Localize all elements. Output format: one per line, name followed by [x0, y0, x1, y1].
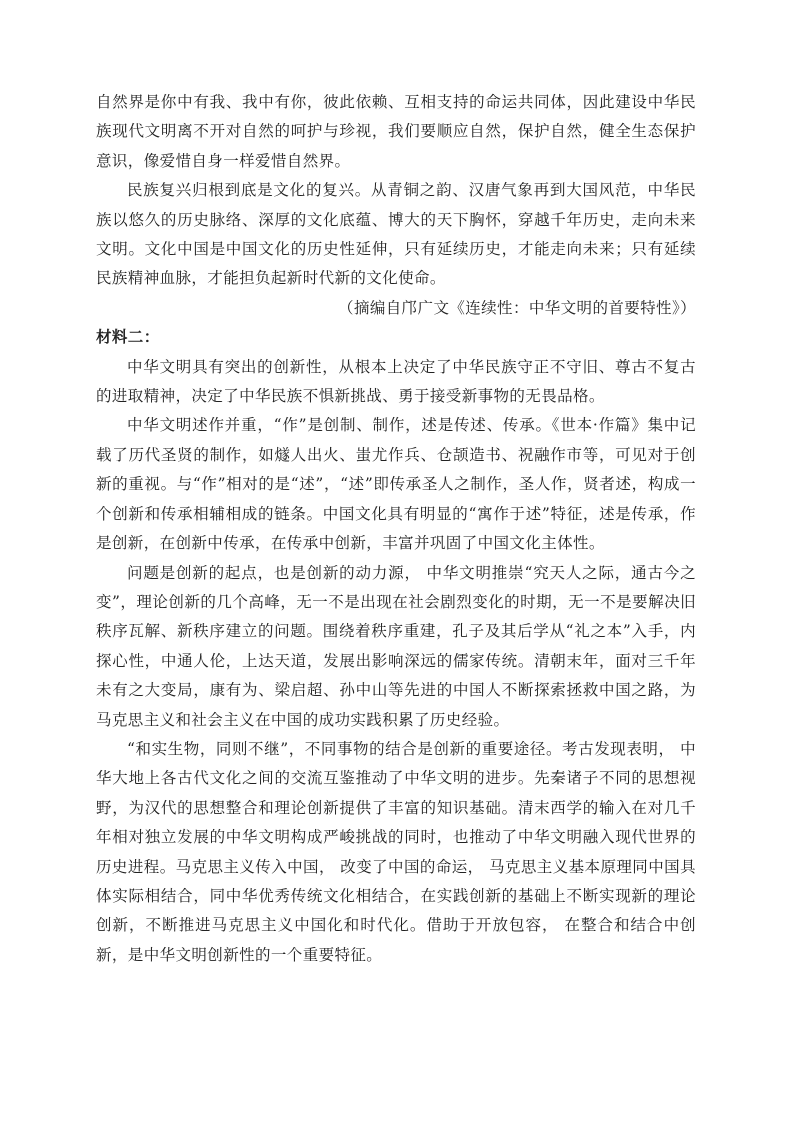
- material-one-paragraph-1: 自然界是你中有我、我中有你，彼此依赖、互相支持的命运共同体，因此建设中华民族现代文明离不开对自然的呵护与珍视，我们要顺应自然，保护自然，健全生态保护意识，像爱惜自身一样爱惜自然界。: [96, 93, 696, 170]
- material-two-paragraph-2: 中华文明述作并重，“作”是创制、制作，述是传述、传承。《世本·作篇》集中记载了历代圣贤的制作，如燧人出火、蚩尤作兵、仓颉造书、祝融作市等，可见对于创新的重视。与“作”相对的是“述”，“述”即传承圣人之制作，圣人作，贤者述，构成一个创新和传承相辅相成的链条。中国文化具有明显的“寓作于述”特征，述是传承，作是创新，在创新中传承，在传承中创新，丰富并巩固了中国文化主体性。: [96, 416, 696, 553]
- source-citation: （摘编自邝广文《连续性：中华文明的首要特性》）: [338, 298, 696, 317]
- material-two-paragraph-4: “和实生物，同则不继”，不同事物的结合是创新的重要途径。考古发现表明， 中华大地上各古代文化之间的交流互鉴推动了中华文明的进步。先秦诸子不同的思想视野，为汉代的思想整合和理论创新提供了丰富的知识基础。清末西学的输入在对几千年相对独立发展的中华文明构成严峻挑战的同时，也推动了中华文明融入现代世界的历史进程。马克思主义传入中国， 改变了中国的命运， 马克思主义基本原理同中国具体实际相结合，同中华优秀传统文化相结合，在实践创新的基础上不断实现新的理论创新，不断推进马克思主义中国化和时代化。借助于开放包容， 在整合和结合中创新，是中华文明创新性的一个重要特征。: [96, 739, 696, 964]
- material-two-paragraph-3: 问题是创新的起点，也是创新的动力源， 中华文明推崇“究天人之际，通古今之变”，理论创新的几个高峰，无一不是出现在社会剧烈变化的时期，无一不是要解决旧秩序瓦解、新秩序建立的问题。围绕着秩序重建，孔子及其后学从“礼之本”入手，内探心性，中通人伦，上达天道，发展出影响深远的儒家传统。清朝末年，面对三千年未有之大变局，康有为、梁启超、孙中山等先进的中国人不断探索拯救中国之路，为马克思主义和社会主义在中国的成功实践积累了历史经验。: [96, 563, 696, 729]
- material-two-heading: 材料二：: [96, 328, 160, 347]
- material-two-paragraph-1: 中华文明具有突出的创新性，从根本上决定了中华民族守正不守旧、尊古不复古的进取精神，决定了中华民族不惧新挑战、勇于接受新事物的无畏品格。: [96, 357, 696, 406]
- document-page: [96, 88, 696, 970]
- material-one-paragraph-2: 民族复兴归根到底是文化的复兴。从青铜之韵、汉唐气象再到大国风范，中华民族以悠久的历史脉络、深厚的文化底蕴、博大的天下胸怀，穿越千年历史，走向未来文明。文化中国是中国文化的历史性延伸，只有延续历史，才能走向未来；只有延续民族精神血脉，才能担负起新时代新的文化使命。: [96, 181, 696, 288]
